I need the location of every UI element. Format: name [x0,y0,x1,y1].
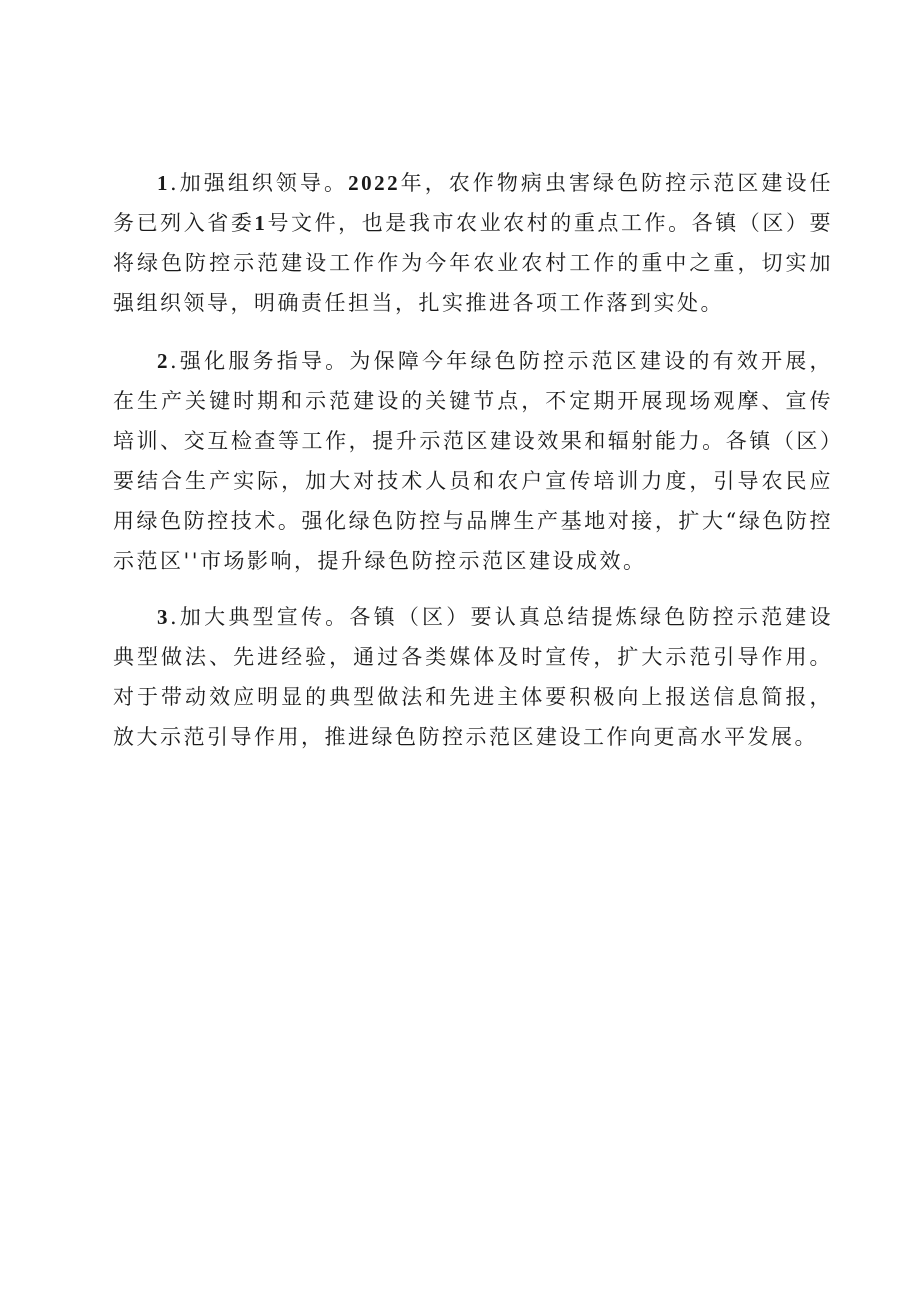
paragraph-body-part: 年，农作物病虫害绿色防控示范区建设任务已列入省委 [113,171,834,235]
paragraph-body-part: 号文件，也是我市农业农村的重点工作。各镇（区）要将绿色防控示范建设工作作为今年农业农村工作的重中之重，切实加强组织领导，明确责任担当，扎实推进各项工作落到实处。 [113,211,834,315]
paragraph-heading: .加强组织领导。 [170,171,349,195]
document-number: 1 [254,211,268,235]
paragraph-heading: .强化服务指导。 [170,349,350,373]
paragraph-number: 2 [157,349,170,373]
paragraph-body: 各镇（区）要认真总结提炼绿色防控示范建设典型做法、先进经验，通过各类媒体及时宣传，扩大示范引导作用。对于带动效应明显的典型做法和先进主体要积极向上报送信息简报，放大示范引导作用，推进绿色防控示范区建设工作向更高水平发展。 [113,605,833,749]
paragraph-number: 1 [157,171,170,195]
paragraph-1 [113,163,833,323]
paragraph-heading: .加大典型宣传。 [170,605,350,629]
paragraph-3 [113,597,833,757]
year-text: 2022 [348,171,401,195]
paragraph-2 [113,341,833,581]
paragraph-body: 为保障今年绿色防控示范区建设的有效开展，在生产关键时期和示范建设的关键节点，不定期开展现场观摩、宣传培训、交互检查等工作，提升示范区建设效果和辐射能力。各镇（区）要结合生产实际，加大对技术人员和农户宣传培训力度，引导农民应用绿色防控技术。强化绿色防控与品牌生产基地对接，扩大“绿色防控示范区''市场影响，提升绿色防控示范区建设成效。 [113,349,833,573]
paragraph-number: 3 [157,605,170,629]
